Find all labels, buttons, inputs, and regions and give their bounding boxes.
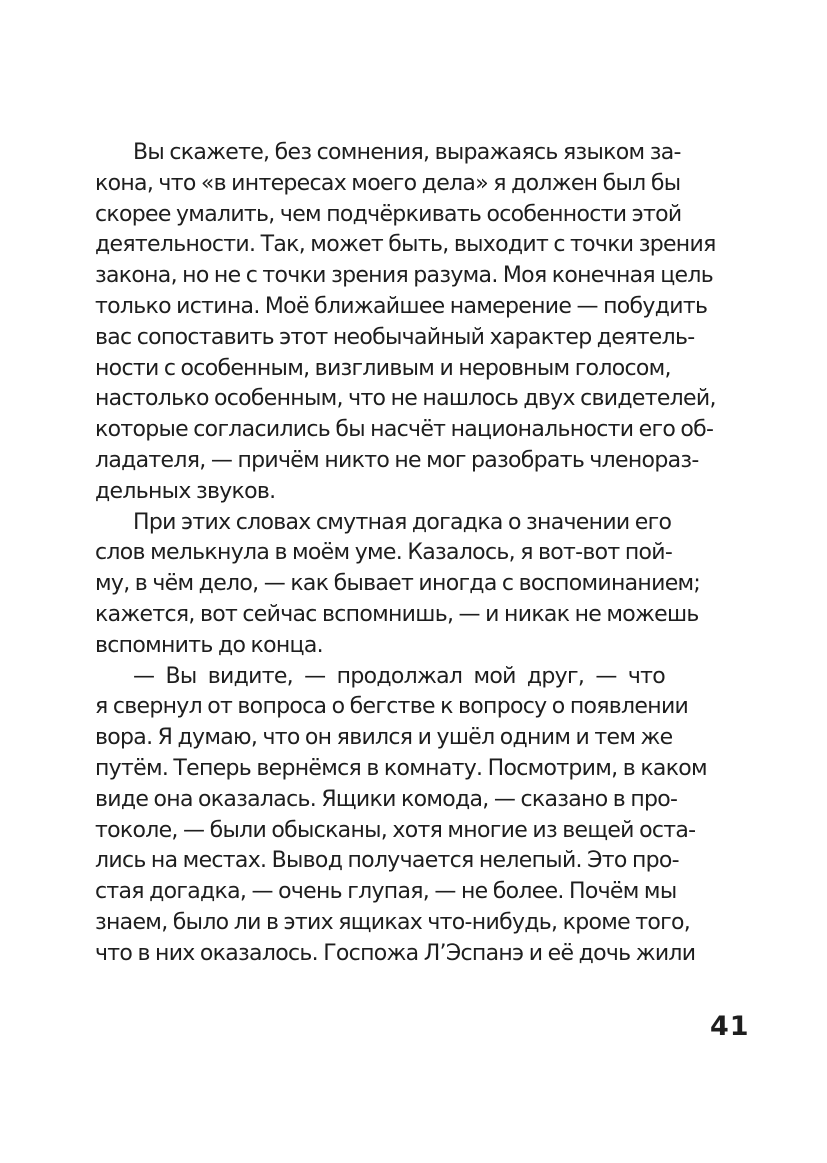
text-line: скорее умалить, чем подчёркивать особенности этой [95, 201, 682, 227]
text-line: токоле, — были обысканы, хотя многие из вещей оста- [95, 817, 696, 843]
paragraph [95, 508, 701, 662]
body-text [95, 138, 716, 970]
text-line: ности с особенным, визгливым и неровным голосом, [95, 355, 671, 381]
text-line: стая догадка, — очень глупая, — не более. Почём мы [95, 879, 677, 905]
page-number: 41 [710, 1011, 750, 1042]
text-line: кона, что «в интересах моего дела» я должен был бы [95, 170, 681, 196]
text-line: настолько особенным, что не нашлось двух свидетелей, [95, 386, 716, 412]
text-line: только истина. Моё ближайшее намерение — побудить [95, 293, 708, 319]
text-line: которые согласились бы насчёт национальности его об- [95, 417, 714, 443]
text-line: вас сопоставить этот необычайный характер деятель- [95, 324, 695, 350]
paragraph [95, 138, 716, 508]
text-line: При этих словах смутная догадка о значении его [133, 509, 672, 535]
text-line: вора. Я думаю, что он явился и ушёл одним и тем же [95, 725, 673, 751]
text-line: закона, но не с точки зрения разума. Моя конечная цель [95, 263, 713, 289]
text-line: — Вы видите, — продолжал мой друг, — что [133, 663, 665, 689]
text-line: виде она оказалась. Ящики комода, — сказано в про- [95, 786, 678, 812]
text-line: что в них оказалось. Госпожа Л’Эспанэ и её дочь жили [95, 940, 696, 966]
paragraph [95, 662, 707, 970]
text-line: путём. Теперь вернёмся в комнату. Посмотрим, в каком [95, 755, 707, 781]
text-line: му, в чём дело, — как бывает иногда с воспоминанием; [95, 571, 701, 597]
text-line: дельных звуков. [95, 478, 276, 504]
text-line: деятельности. Так, может быть, выходит с точки зрения [95, 232, 716, 258]
text-line: ладателя, — причём никто не мог разобрать членораз- [95, 447, 699, 473]
text-line: знаем, было ли в этих ящиках что-нибудь, кроме того, [95, 909, 691, 935]
text-line: лись на местах. Вывод получается нелепый. Это про- [95, 848, 679, 874]
text-line: вспомнить до конца. [95, 632, 323, 658]
text-line: я свернул от вопроса о бегстве к вопросу о появлении [95, 694, 689, 720]
text-line: Вы скажете, без сомнения, выражаясь языком за- [133, 140, 681, 165]
text-line: кажется, вот сейчас вспомнишь, — и никак не можешь [95, 601, 699, 627]
text-line: слов мелькнула в моём уме. Казалось, я вот-вот пой- [95, 540, 673, 566]
